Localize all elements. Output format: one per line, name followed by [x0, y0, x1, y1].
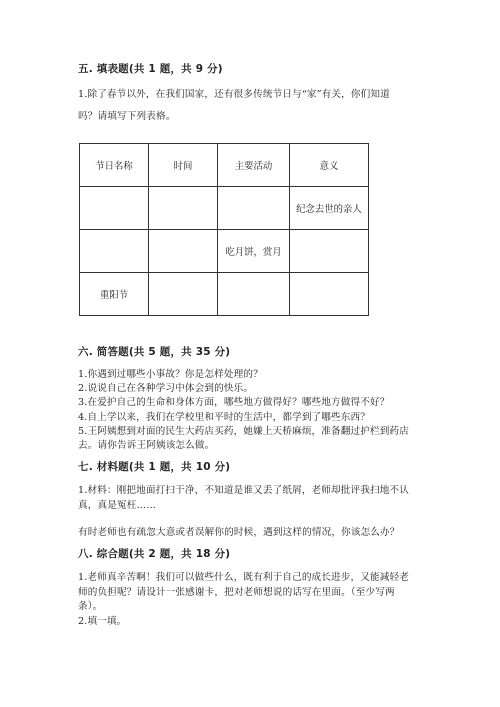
table-header-row: [80, 144, 369, 187]
question-text-line: 2.填一填。: [78, 615, 127, 627]
table-cell-blank[interactable]: [218, 187, 290, 230]
question-text-line: 有时老师也有疏忽大意或者误解你的时候，遇到这样的情况，你该怎么办？: [78, 527, 400, 538]
table-header-cell: 节日名称: [80, 144, 149, 187]
question-text-line: 吗？请填写下列表格。: [78, 110, 176, 122]
section-7-title: 七. 材料题(共 1 题，共 10 分): [78, 461, 231, 473]
table-header-cell: 时间: [149, 144, 218, 187]
question-text-line: 去。请你告诉王阿姨该怎么做。: [78, 440, 215, 452]
table-row: [80, 273, 369, 316]
section-6-questions: [78, 368, 428, 453]
table-row: [80, 230, 369, 273]
section-6-title: 六. 简答题(共 5 题，共 35 分): [78, 346, 231, 358]
table-cell: 重阳节: [80, 273, 149, 316]
table-cell-blank[interactable]: [80, 230, 149, 273]
festival-table: [79, 143, 369, 316]
table-cell: 纪念去世的亲人: [290, 187, 369, 230]
question-text-line: 3.在爱护自己的生命和身体方面，哪些地方做得好？哪些地方做得不好？: [78, 397, 390, 409]
question-text-line: 1.除了春节以外，在我们国家，还有很多传统节日与“家”有关，你们知道: [78, 89, 390, 100]
table-cell: 吃月饼，赏月: [218, 230, 290, 273]
question-text-line: 1.你遇到过哪些小事故？你是怎样处理的？: [78, 369, 263, 380]
table-cell-blank[interactable]: [80, 187, 149, 230]
material-text-line: 真，真是冤枉……: [78, 500, 156, 511]
section-5-title: 五. 填表题(共 1 题，共 9 分): [78, 63, 223, 75]
question-text-line: 4.自上学以来，我们在学校里和平时的生活中，都学到了哪些东西？: [78, 411, 371, 423]
table-cell-blank[interactable]: [149, 187, 218, 230]
section-5-question-1: [78, 88, 428, 124]
table-header-cell: 意义: [290, 144, 369, 187]
table-cell-blank[interactable]: [149, 230, 218, 273]
table-cell-blank[interactable]: [218, 273, 290, 316]
table-cell-blank[interactable]: [149, 273, 218, 316]
table-row: [80, 187, 369, 230]
question-text-line: 条）。: [78, 601, 103, 613]
question-text-line: 2.说说自己在各种学习中体会到的快乐。: [78, 383, 254, 395]
table-header-cell: 主要活动: [218, 144, 290, 187]
section-8-title: 八. 综合题(共 2 题，共 18 分): [78, 548, 231, 560]
question-text-line: 1.老师真辛苦啊！我们可以做些什么，既有利于自己的成长进步，又能减轻老: [78, 572, 409, 583]
question-text-line: 师的负担呢？请设计一张感谢卡，把对老师想说的话写在里面。（至少写两: [78, 586, 395, 598]
table-cell-blank[interactable]: [290, 273, 369, 316]
section-8-questions: [78, 571, 428, 629]
material-text-line: 1.材料：刚把地面打扫干净，不知道是谁又丢了纸屑，老师却批评我扫地不认: [78, 485, 409, 496]
question-text-line: 5.王阿姨想到对面的民生大药店买药，她嫌上天桥麻烦，准备翻过护栏到药店: [78, 425, 409, 437]
table-cell-blank[interactable]: [290, 230, 369, 273]
section-7-question-1: [78, 483, 428, 540]
